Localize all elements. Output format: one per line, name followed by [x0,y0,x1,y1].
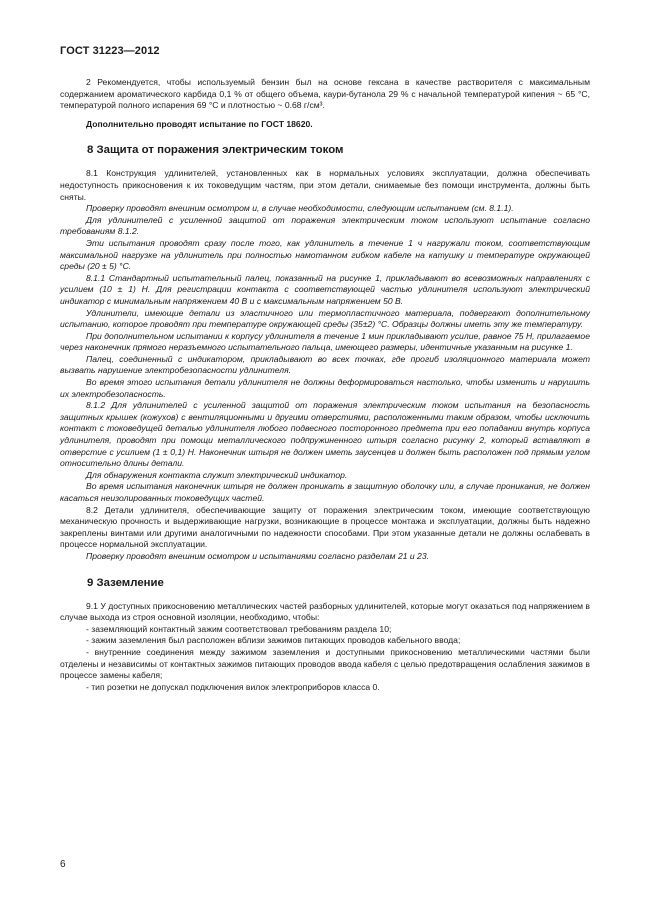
section-8-paragraph: Проверку проводят внешним осмотром и испытаниями согласно разделам 21 и 23. [86,550,430,561]
section-8-paragraph: Палец, соединенный с индикатором, прикладывают во всех точках, где прогиб изоляционного материала может вызвать нарушение электробезопасности удлинителя. [60,353,590,376]
section-8-paragraph: При дополнительном испытании к корпусу удлинителя в течение 1 мин прикладывают усилие, равное 75 Н, прилагаемое через наконечник прямого неразъемного испытательного пальца, имеющего размеры, идентичные указанным на рисунке 1. [60,330,590,353]
list-item: - заземляющий контактный зажим соответствовал требованиям раздела 10; [86,623,392,634]
section-8-paragraph: 8.1.2 Для удлинителей с усиленной защитой от поражения электрическим током испытания на безопасность защитных крышек (кожухов) с вентиляционными и другими отверстиями, расположенными таким образом, чтобы исключить контакт с токоведущей деталью удлинителя любого подвесного посторонного предмета при его попадании внутрь корпуса удлинителя, проводят при помощи металлического подпружиненного штыря согласно рисунку 2, который вставляют в отверстие с усилием (1 ± 0,1) Н. Наконечник штыря не должен иметь заусенцев и должен быть расположен под прямым углом относительно длины детали. [60,400,590,469]
page-content [60,77,590,693]
section-8-paragraph: Во время испытания наконечник штыря не должен проникать в защитную оболочку или, в случае проникания, не должен касаться неизолированных токоведущих частей. [60,481,590,503]
list-item: - тип розетки не допускал подключения вилок электроприборов класса 0. [86,681,380,692]
section-8-paragraph: 8.1 Конструкция удлинителей, установленных как в нормальных условиях эксплуатации, должна обеспечивать недоступность прикосновения к их токоведущим частям, при этом детали, снимаемые без помощи инструмента, должны быть сняты. [60,168,590,202]
section-9-title: 9 Заземление [87,576,164,589]
section-8-paragraph: Во время этого испытания детали удлинителя не должны деформироваться настолько, чтобы изменить и нарушить их электробезопасность. [60,377,590,399]
section-8-paragraph: Для удлинителей с усиленной защитой от поражения электрическим током используют испытание согласно требованиям 8.1.2. [60,214,590,237]
list-item: - внутренние соединения между зажимом заземления и доступными прикосновению металлическими частями были отделены и независимы от контактных зажимов питающих проводов ввода кабеля с целью предотвращения ослабления зажимов в процессе замены кабеля; [60,646,590,681]
page-number: 6 [60,859,66,870]
section-8-paragraph: Для обнаружения контакта служит электрический индикатор. [86,469,348,480]
section-8-paragraph: 8.2 Детали удлинителя, обеспечивающие защиту от поражения электрическим током, имеющие соответствующую механическую прочность и выдерживающие нагрузки, возникающие в процессе монтажа и эксплуатации, должны быть надежно закреплены винтами или другими аналогичными по надежности способами. При этом указанные детали не должны ослабевать в процессе нормальной эксплуатации. [60,504,590,550]
section-8-paragraph: Проверку проводят внешним осмотром и, в случае необходимости, следующим испытанием (см. 8.1.1). [86,203,514,214]
list-item: - зажим заземления был расположен вблизи зажимов питающих проводов кабельного ввода; [86,635,461,646]
note-2: 2 Рекомендуется, чтобы используемый бензин был на основе гексана в качестве растворителя с максимальным содержанием ароматического карбида 0,1 % от общего объема, каури-бутанола 29 % с начальной температурой кипения ~ 65 °С, температурой полного испарения 69 °С и плотностью ~ 0.68 г/см³. [60,77,590,111]
additional-test-note: Дополнительно проводят испытание по ГОСТ 18620. [86,118,313,129]
section-8-title: 8 Защита от поражения электрическим током [87,144,344,157]
section-8-paragraph: 8.1.1 Стандартный испытательный палец, показанный на рисунке 1, прикладывают во всевозможных направлениях с усилием (10 ± 1) Н. Для регистрации контакта с соответствующей частью удлинителя используют электрический индикатор с минимальным напряжением 40 В и с максимальным напряжением 50 В. [60,272,590,306]
section-8-paragraph: Удлинители, имеющие детали из эластичного или термопластичного материала, подвергают дополнительному испытанию, которое проводят при температуре окружающей среды (35±2) °С. Образцы должны иметь эту же температуру. [60,307,590,330]
section-9-paragraph: 9.1 У доступных прикосновению металлических частей разборных удлинителей, которые могут оказаться под напряжением в случае выхода из строя основной изоляции, необходимо, чтобы: [60,600,590,623]
document-header: ГОСТ 31223—2012 [60,45,160,57]
section-8-paragraph: Эти испытания проводят сразу после того, как удлинитель в течение 1 ч нагружали током, соответствующим максимальной нагрузке на удлинитель при полностью намотанном гибком кабеле на катушку и температуре окружающей среды (20 ± 5) °С. [60,237,590,272]
